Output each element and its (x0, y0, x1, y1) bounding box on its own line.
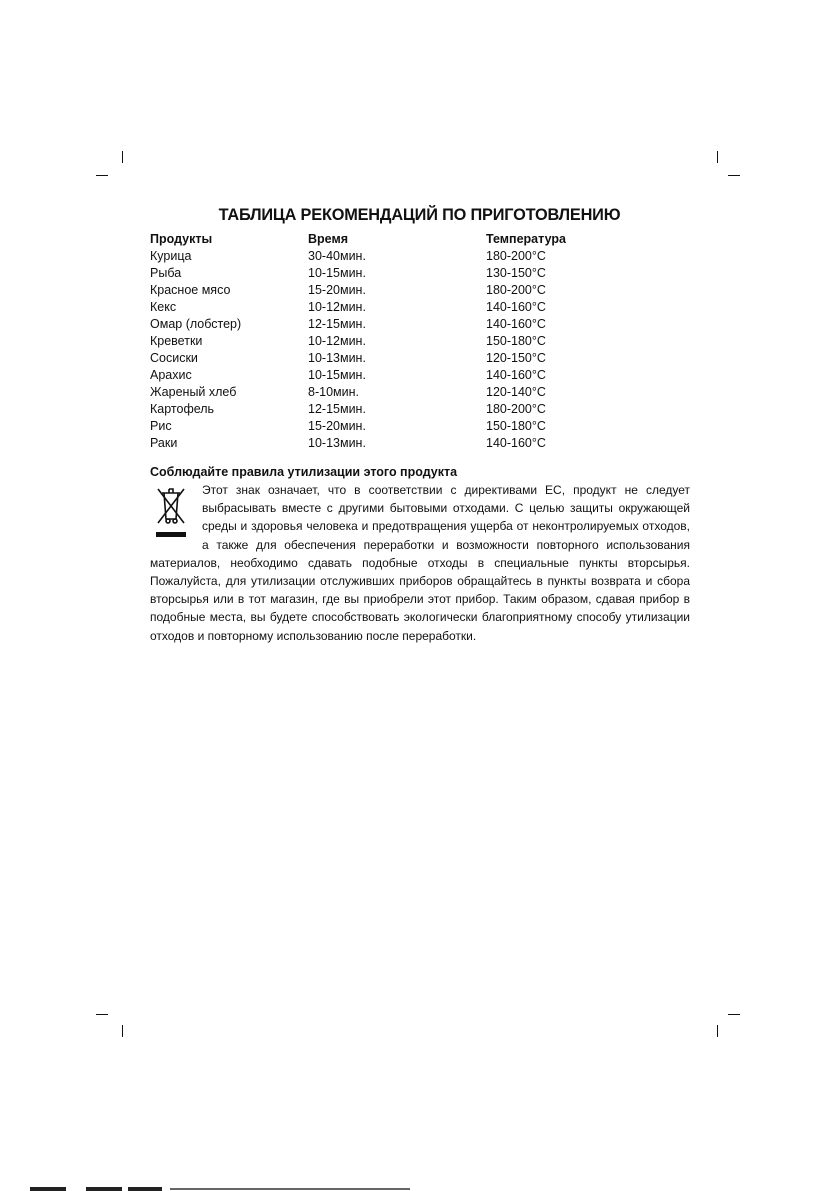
disposal-title: Соблюдайте правила утилизации этого продукта (150, 465, 458, 479)
product-name: Омар (лобстер) (150, 317, 242, 331)
product-name: Красное мясо (150, 283, 231, 297)
cooking-table (150, 231, 570, 452)
product-name: Жареный хлеб (150, 385, 237, 399)
crop-mark (96, 175, 108, 176)
cook-time: 30-40мин. (308, 249, 366, 263)
cook-time: 12-15мин. (308, 402, 366, 416)
table-row (150, 265, 570, 282)
product-name: Рыба (150, 266, 182, 280)
cook-temperature: 140-160°С (486, 300, 546, 314)
cook-time: 15-20мин. (308, 419, 366, 433)
table-row (150, 282, 570, 299)
table-row (150, 418, 570, 435)
crop-mark (122, 1025, 123, 1037)
disposal-section (150, 464, 690, 645)
disposal-body (150, 481, 690, 645)
crop-mark (717, 1025, 718, 1037)
product-name: Курица (150, 249, 192, 263)
cook-time: 12-15мин. (308, 317, 366, 331)
page-title: ТАБЛИЦА РЕКОМЕНДАЦИЙ ПО ПРИГОТОВЛЕНИЮ (218, 205, 621, 224)
cook-temperature: 120-140°С (486, 385, 546, 399)
cook-time: 10-12мин. (308, 334, 366, 348)
cook-temperature: 140-160°С (486, 436, 546, 450)
cook-time: 10-15мин. (308, 266, 366, 280)
table-row (150, 299, 570, 316)
cook-time: 10-13мин. (308, 351, 366, 365)
crop-mark (122, 151, 123, 163)
weee-crossed-bin-icon (150, 483, 192, 541)
product-name: Раки (150, 436, 178, 450)
cook-temperature: 180-200°С (486, 402, 546, 416)
table-row (150, 401, 570, 418)
crop-mark (96, 1014, 108, 1015)
table-row (150, 435, 570, 452)
disposal-text: Этот знак означает, что в соответствии с директивами ЕС, продукт не следует выбрасывать вместе с другими бытовыми отходами. С целью защиты окружающей среды и здоровья человека и предотвращения ущерба от неконтролируемых отходов, а также для обеспечения переработки и возможности повторного использования материалов, необходимо сдавать подобные отходы в специальные пункты вторсырья. Пожалуйста, для утилизации отслуживших приборов обращайтесь в пункты возврата и сбора вторсырья или в тот магазин, где вы приобрели этот прибор. Таким образом, сдавая прибор в подобные места, вы будете способствовать экологически благоприятному способу утилизации отходов и повторному использованию после переработки. (150, 483, 690, 643)
cook-temperature: 130-150°С (486, 266, 546, 280)
product-name: Креветки (150, 334, 203, 348)
cook-time: 10-13мин. (308, 436, 366, 450)
product-name: Кекс (150, 300, 177, 314)
product-name: Сосиски (150, 351, 198, 365)
cook-temperature: 140-160°С (486, 317, 546, 331)
cook-time: 10-12мин. (308, 300, 366, 314)
crop-mark (717, 151, 718, 163)
cook-temperature: 120-150°С (486, 351, 546, 365)
table-row (150, 316, 570, 333)
table-row (150, 384, 570, 401)
table-row (150, 350, 570, 367)
table-row (150, 367, 570, 384)
cook-temperature: 150-180°С (486, 334, 546, 348)
table-row (150, 333, 570, 350)
table-header-row (150, 231, 570, 248)
crop-mark (728, 175, 740, 176)
cook-temperature: 140-160°С (486, 368, 546, 382)
cook-temperature: 180-200°С (486, 249, 546, 263)
header-time: Время (308, 232, 348, 246)
cook-time: 8-10мин. (308, 385, 359, 399)
printer-strip (0, 1185, 420, 1191)
product-name: Арахис (150, 368, 192, 382)
header-temperature: Температура (486, 232, 566, 246)
cook-time: 10-15мин. (308, 368, 366, 382)
cook-time: 15-20мин. (308, 283, 366, 297)
crop-mark (728, 1014, 740, 1015)
cook-temperature: 150-180°С (486, 419, 546, 433)
header-products: Продукты (150, 232, 213, 246)
cook-temperature: 180-200°С (486, 283, 546, 297)
product-name: Рис (150, 419, 172, 433)
table-row (150, 248, 570, 265)
product-name: Картофель (150, 402, 215, 416)
